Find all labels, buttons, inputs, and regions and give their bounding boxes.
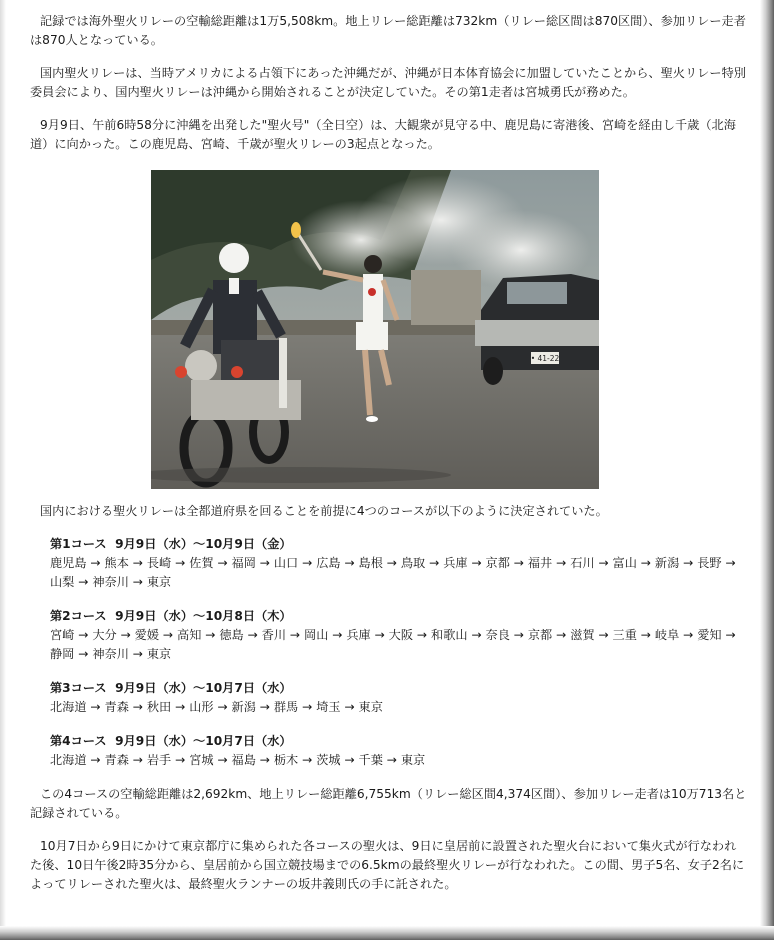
course-2-dates: 9月9日（水）～10月8日（木） — [115, 609, 292, 623]
paragraph-overseas-record: 記録では海外聖火リレーの空輸総距離は1万5,508km。地上リレー総距離は732km（リレー総区間は870区間）、参加リレー走者は870人となっている。 — [30, 14, 746, 47]
course-3-dates: 9月9日（水）～10月7日（水） — [115, 681, 292, 695]
course-3-route: 北海道 → 青森 → 秋田 → 山形 → 新潟 → 群馬 → 埼玉 → 東京 — [50, 700, 383, 714]
paragraph-courses-intro: 国内における聖火リレーは全都道府県を回ることを前提に4つのコースが以下のように決定されていた。 — [40, 504, 608, 518]
course-3 — [50, 679, 748, 717]
course-4-dates: 9月9日（水）～10月7日（水） — [115, 734, 292, 748]
paragraph-three-origins: 9月9日、午前6時58分に沖縄を出発した"聖火号"（全日空）は、大観衆が見守る中、鹿児島に寄港後、宮崎を経由し千歳（北海道）に向かった。この鹿児島、宮崎、千歳が聖火リレーの3起点となった。 — [30, 118, 736, 151]
course-1 — [50, 535, 748, 592]
course-1-dates: 9月9日（水）～10月9日（金） — [115, 537, 292, 551]
torch-relay-photo — [151, 170, 599, 489]
article-body — [30, 12, 748, 894]
course-2-name: 第2コース — [50, 609, 107, 623]
page-frame-bottom — [0, 926, 774, 940]
course-4-route: 北海道 → 青森 → 岩手 → 宮城 → 福島 → 栃木 → 茨城 → 千葉 → 東京 — [50, 753, 426, 767]
course-2-route: 宮崎 → 大分 → 愛媛 → 高知 → 徳島 → 香川 → 岡山 → 兵庫 → 大阪 → 和歌山 → 奈良 → 京都 → 滋賀 → 三重 → 岐阜 → 愛知 → 静岡 → 神奈川 → 東京 — [50, 628, 736, 661]
course-1-name: 第1コース — [50, 537, 107, 551]
course-4 — [50, 732, 748, 770]
page-frame-left — [0, 0, 6, 940]
page-frame-right — [760, 0, 774, 940]
course-2 — [50, 607, 748, 664]
course-4-name: 第4コース — [50, 734, 107, 748]
paragraph-okinawa-start: 国内聖火リレーは、当時アメリカによる占領下にあった沖縄だが、沖縄が日本体育協会に加盟していたことから、聖火リレー特別委員会により、国内聖火リレーは沖縄から開始されることが決定していた。その第1走者は宮城勇氏が務めた。 — [30, 66, 746, 99]
paragraph-final-relay: 10月7日から9日にかけて東京都庁に集められた各コースの聖火は、9日に皇居前に設置された聖火台において集火式が行なわれた後、10日午後2時35分から、皇居前から国立競技場までの6.5kmの最終聖火リレーが行なわれた。この間、男子5名、女子2名によってリレーされた聖火は、最終聖火ランナーの坂井義則氏の手に託された。 — [30, 839, 745, 891]
course-3-name: 第3コース — [50, 681, 107, 695]
car-license-plate: • 41-22 — [530, 354, 560, 363]
paragraph-summary: この4コースの空輸総距離は2,692km、地上リレー総距離6,755km（リレー総区間4,374区間）、参加リレー走者は10万713名と記録されている。 — [30, 787, 747, 820]
course-1-route: 鹿児島 → 熊本 → 長崎 → 佐賀 → 福岡 → 山口 → 広島 → 島根 → 鳥取 → 兵庫 → 京都 → 福井 → 石川 → 富山 → 新潟 → 長野 → 山梨 → 神奈川 → 東京 — [50, 556, 736, 589]
